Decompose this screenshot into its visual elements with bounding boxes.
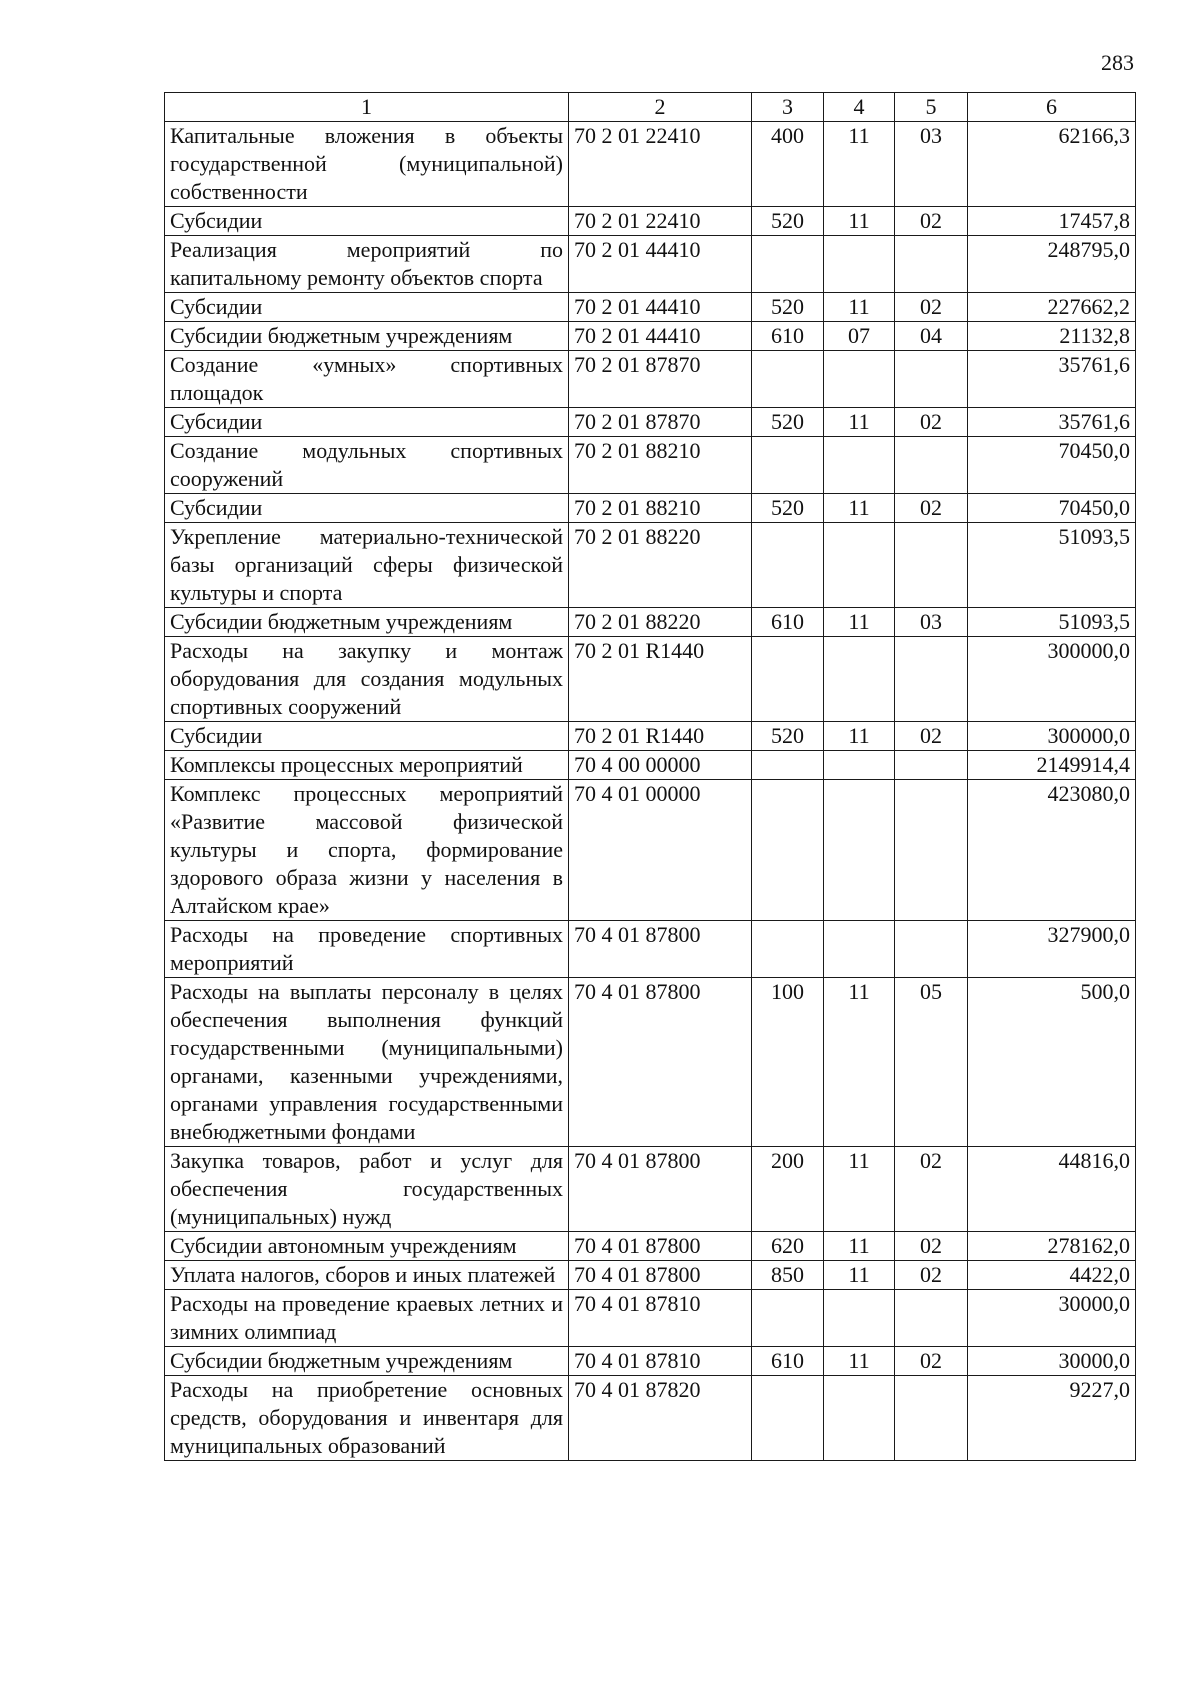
table-row (165, 608, 1136, 637)
target-code-cell: 70 2 01 87870 (569, 351, 752, 408)
section-cell: 11 (824, 207, 895, 236)
section-cell: 11 (824, 122, 895, 207)
target-code-cell: 70 4 01 87800 (569, 1147, 752, 1232)
subsection-cell: 02 (895, 207, 968, 236)
section-cell (824, 236, 895, 293)
expense-type-cell: 520 (752, 722, 824, 751)
amount-cell: 62166,3 (968, 122, 1136, 207)
target-code-cell: 70 4 01 87810 (569, 1290, 752, 1347)
section-cell: 11 (824, 1147, 895, 1232)
expense-name-cell: Субсидии (165, 722, 569, 751)
target-code-cell: 70 2 01 44410 (569, 293, 752, 322)
expense-type-cell: 620 (752, 1232, 824, 1261)
subsection-cell (895, 751, 968, 780)
amount-cell: 70450,0 (968, 437, 1136, 494)
amount-cell: 248795,0 (968, 236, 1136, 293)
subsection-cell (895, 523, 968, 608)
amount-cell: 278162,0 (968, 1232, 1136, 1261)
subsection-cell (895, 351, 968, 408)
expense-name-cell: Расходы на закупку и монтаж оборудования для создания модульных спортивных сооружений (165, 637, 569, 722)
target-code-cell: 70 4 01 87820 (569, 1376, 752, 1461)
amount-cell: 300000,0 (968, 722, 1136, 751)
expense-name-cell: Субсидии бюджетным учреждениям (165, 608, 569, 637)
target-code-cell: 70 2 01 44410 (569, 236, 752, 293)
section-cell (824, 637, 895, 722)
expense-name-cell: Комплексы процессных мероприятий (165, 751, 569, 780)
subsection-cell (895, 780, 968, 921)
subsection-cell (895, 1290, 968, 1347)
expense-name-cell: Субсидии (165, 293, 569, 322)
expense-type-cell (752, 751, 824, 780)
target-code-cell: 70 2 01 22410 (569, 122, 752, 207)
target-code-cell: 70 2 01 88220 (569, 523, 752, 608)
subsection-cell: 03 (895, 608, 968, 637)
table-row (165, 751, 1136, 780)
target-code-cell: 70 4 01 87800 (569, 1232, 752, 1261)
target-code-cell: 70 4 01 87810 (569, 1347, 752, 1376)
amount-cell: 30000,0 (968, 1347, 1136, 1376)
section-cell: 11 (824, 1261, 895, 1290)
expense-name-cell: Субсидии (165, 408, 569, 437)
expense-type-cell (752, 351, 824, 408)
expense-type-cell: 200 (752, 1147, 824, 1232)
expense-type-cell (752, 1290, 824, 1347)
section-cell: 11 (824, 978, 895, 1147)
target-code-cell: 70 2 01 88210 (569, 437, 752, 494)
amount-cell: 227662,2 (968, 293, 1136, 322)
amount-cell: 17457,8 (968, 207, 1136, 236)
expense-type-cell: 850 (752, 1261, 824, 1290)
table-row (165, 978, 1136, 1147)
section-cell: 11 (824, 408, 895, 437)
table-row (165, 207, 1136, 236)
amount-cell: 51093,5 (968, 523, 1136, 608)
target-code-cell: 70 2 01 44410 (569, 322, 752, 351)
amount-cell: 21132,8 (968, 322, 1136, 351)
expense-name-cell: Субсидии (165, 494, 569, 523)
target-code-cell: 70 4 01 87800 (569, 1261, 752, 1290)
expense-name-cell: Создание модульных спортивных сооружений (165, 437, 569, 494)
amount-cell: 35761,6 (968, 408, 1136, 437)
subsection-cell: 05 (895, 978, 968, 1147)
table-row (165, 637, 1136, 722)
section-cell (824, 1376, 895, 1461)
subsection-cell: 03 (895, 122, 968, 207)
column-header: 4 (824, 93, 895, 122)
target-code-cell: 70 4 01 00000 (569, 780, 752, 921)
page-number: 283 (1101, 50, 1134, 75)
table-row (165, 437, 1136, 494)
expense-type-cell (752, 780, 824, 921)
target-code-cell: 70 2 01 87870 (569, 408, 752, 437)
subsection-cell: 04 (895, 322, 968, 351)
amount-cell: 300000,0 (968, 637, 1136, 722)
subsection-cell (895, 637, 968, 722)
table-row (165, 722, 1136, 751)
expense-type-cell: 520 (752, 494, 824, 523)
target-code-cell: 70 2 01 88220 (569, 608, 752, 637)
expense-name-cell: Субсидии бюджетным учреждениям (165, 1347, 569, 1376)
expense-type-cell (752, 523, 824, 608)
table-row (165, 780, 1136, 921)
expense-type-cell: 520 (752, 408, 824, 437)
expense-type-cell (752, 437, 824, 494)
subsection-cell (895, 236, 968, 293)
expense-type-cell (752, 921, 824, 978)
table-row (165, 351, 1136, 408)
table-body (165, 122, 1136, 1461)
expense-type-cell: 520 (752, 293, 824, 322)
target-code-cell: 70 2 01 88210 (569, 494, 752, 523)
amount-cell: 35761,6 (968, 351, 1136, 408)
section-cell: 11 (824, 1232, 895, 1261)
section-cell (824, 523, 895, 608)
expense-name-cell: Расходы на приобретение основных средств, оборудования и инвентаря для муниципальных образований (165, 1376, 569, 1461)
column-header: 1 (165, 93, 569, 122)
target-code-cell: 70 2 01 R1440 (569, 722, 752, 751)
expense-name-cell: Реализация мероприятий по капитальному ремонту объектов спорта (165, 236, 569, 293)
table-row (165, 408, 1136, 437)
table-row (165, 494, 1136, 523)
expense-name-cell: Закупка товаров, работ и услуг для обеспечения государственных (муниципальных) нужд (165, 1147, 569, 1232)
expense-name-cell: Расходы на выплаты персоналу в целях обеспечения выполнения функций государственными (муниципальными) органами, казенными учреждениями, органами управления государственными внебюджетными фондами (165, 978, 569, 1147)
column-header: 3 (752, 93, 824, 122)
subsection-cell: 02 (895, 1232, 968, 1261)
subsection-cell: 02 (895, 1347, 968, 1376)
subsection-cell: 02 (895, 494, 968, 523)
header-row (165, 93, 1136, 122)
section-cell (824, 751, 895, 780)
table-row (165, 1261, 1136, 1290)
expense-type-cell (752, 637, 824, 722)
subsection-cell: 02 (895, 1147, 968, 1232)
target-code-cell: 70 4 01 87800 (569, 978, 752, 1147)
subsection-cell (895, 1376, 968, 1461)
expense-name-cell: Уплата налогов, сборов и иных платежей (165, 1261, 569, 1290)
expense-name-cell: Расходы на проведение краевых летних и зимних олимпиад (165, 1290, 569, 1347)
table-row (165, 293, 1136, 322)
section-cell: 11 (824, 608, 895, 637)
column-header: 5 (895, 93, 968, 122)
table-row (165, 1290, 1136, 1347)
table-row (165, 921, 1136, 978)
section-cell (824, 921, 895, 978)
expense-name-cell: Субсидии автономным учреждениям (165, 1232, 569, 1261)
table-row (165, 1232, 1136, 1261)
section-cell: 11 (824, 494, 895, 523)
subsection-cell (895, 921, 968, 978)
amount-cell: 2149914,4 (968, 751, 1136, 780)
amount-cell: 30000,0 (968, 1290, 1136, 1347)
section-cell (824, 351, 895, 408)
expense-name-cell: Комплекс процессных мероприятий «Развитие массовой физической культуры и спорта, формирование здорового образа жизни у населения в Алтайском крае» (165, 780, 569, 921)
column-header: 6 (968, 93, 1136, 122)
table-row (165, 122, 1136, 207)
column-header: 2 (569, 93, 752, 122)
table-row (165, 1147, 1136, 1232)
subsection-cell: 02 (895, 1261, 968, 1290)
target-code-cell: 70 4 00 00000 (569, 751, 752, 780)
target-code-cell: 70 2 01 R1440 (569, 637, 752, 722)
expense-name-cell: Капитальные вложения в объекты государственной (муниципальной) собственности (165, 122, 569, 207)
target-code-cell: 70 2 01 22410 (569, 207, 752, 236)
table-row (165, 1376, 1136, 1461)
amount-cell: 327900,0 (968, 921, 1136, 978)
subsection-cell (895, 437, 968, 494)
section-cell (824, 437, 895, 494)
expense-name-cell: Субсидии бюджетным учреждениям (165, 322, 569, 351)
expense-type-cell: 610 (752, 1347, 824, 1376)
section-cell: 11 (824, 1347, 895, 1376)
table-row (165, 523, 1136, 608)
expense-type-cell: 610 (752, 608, 824, 637)
section-cell: 11 (824, 293, 895, 322)
expense-type-cell: 400 (752, 122, 824, 207)
expense-name-cell: Субсидии (165, 207, 569, 236)
section-cell: 07 (824, 322, 895, 351)
subsection-cell: 02 (895, 293, 968, 322)
amount-cell: 9227,0 (968, 1376, 1136, 1461)
table-row (165, 236, 1136, 293)
table-row (165, 1347, 1136, 1376)
amount-cell: 423080,0 (968, 780, 1136, 921)
section-cell (824, 1290, 895, 1347)
expense-type-cell (752, 236, 824, 293)
subsection-cell: 02 (895, 408, 968, 437)
expense-type-cell: 100 (752, 978, 824, 1147)
expense-type-cell: 520 (752, 207, 824, 236)
target-code-cell: 70 4 01 87800 (569, 921, 752, 978)
subsection-cell: 02 (895, 722, 968, 751)
expense-name-cell: Укрепление материально-технической базы организаций сферы физической культуры и спорта (165, 523, 569, 608)
amount-cell: 70450,0 (968, 494, 1136, 523)
amount-cell: 44816,0 (968, 1147, 1136, 1232)
section-cell (824, 780, 895, 921)
amount-cell: 4422,0 (968, 1261, 1136, 1290)
amount-cell: 51093,5 (968, 608, 1136, 637)
expense-type-cell (752, 1376, 824, 1461)
amount-cell: 500,0 (968, 978, 1136, 1147)
section-cell: 11 (824, 722, 895, 751)
budget-table (164, 92, 1136, 1461)
table-row (165, 322, 1136, 351)
expense-name-cell: Создание «умных» спортивных площадок (165, 351, 569, 408)
expense-type-cell: 610 (752, 322, 824, 351)
expense-name-cell: Расходы на проведение спортивных мероприятий (165, 921, 569, 978)
